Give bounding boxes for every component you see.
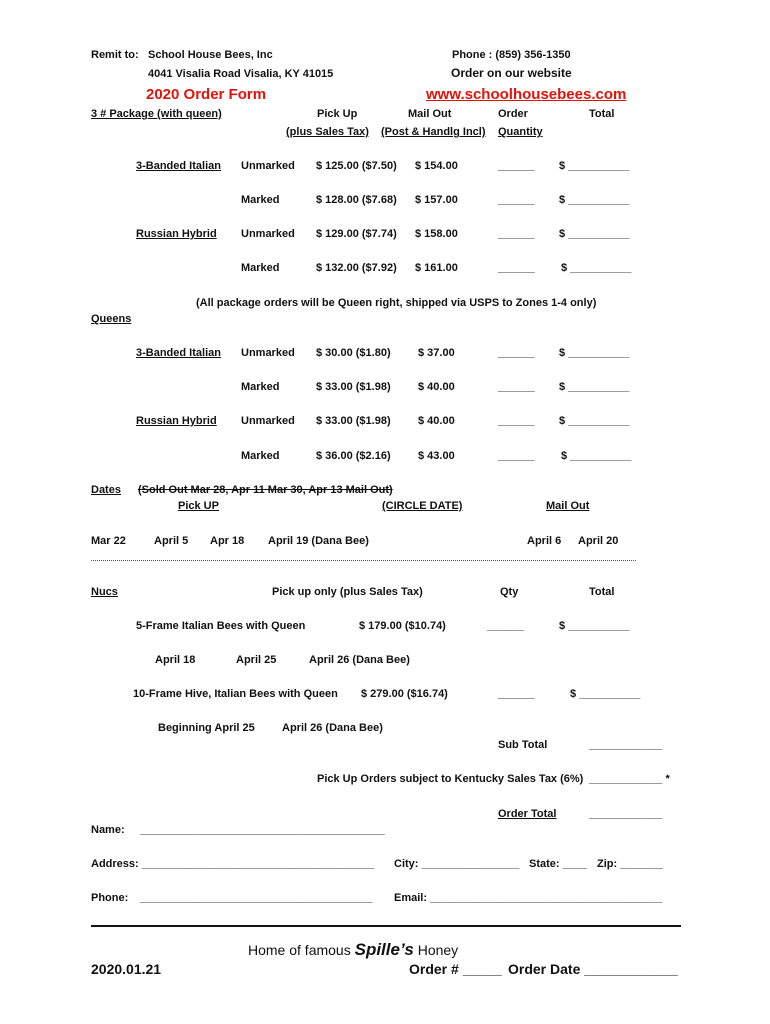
package-mail-price: $ 158.00 (415, 228, 458, 240)
email-field[interactable]: Email: ______________________________________ (394, 892, 663, 904)
order-total-field[interactable]: ____________ (589, 808, 663, 820)
queen-pickup-price: $ 30.00 ($1.80) (316, 347, 391, 359)
nucs-pickup-only: Pick up only (plus Sales Tax) (272, 586, 423, 598)
ten-frame-date: April 26 (Dana Bee) (282, 722, 383, 734)
order-total-label: Order Total (498, 808, 557, 820)
name-label: Name: (91, 824, 125, 836)
zip-field[interactable]: Zip: _______ (597, 858, 664, 870)
five-frame-date: April 25 (236, 654, 277, 666)
name-field[interactable]: ________________________________________ (140, 824, 385, 836)
tagline-suffix: Honey (413, 942, 459, 958)
queen-total-field[interactable]: $ __________ (559, 347, 630, 359)
queen-type: Marked (241, 450, 280, 462)
package-pickup-price: $ 125.00 ($7.50) (316, 160, 397, 172)
subtotal-field[interactable]: ____________ (589, 739, 663, 751)
city-field[interactable]: City: ________________ (394, 858, 520, 870)
package-mail-price: $ 157.00 (415, 194, 458, 206)
five-frame-qty-field[interactable]: ______ (487, 620, 524, 632)
pickup-date-option[interactable]: Mar 22 (91, 535, 126, 547)
mail-date-option[interactable]: April 6 (527, 535, 562, 547)
ten-frame-qty-field[interactable]: ______ (498, 688, 535, 700)
nucs-heading: Nucs (91, 586, 118, 598)
state-field[interactable]: State: ____ (529, 858, 588, 870)
queen-mail-price: $ 37.00 (418, 347, 455, 359)
queen-pickup-price: $ 33.00 ($1.98) (316, 381, 391, 393)
package-total-field[interactable]: $ __________ (561, 262, 632, 274)
order-number-field[interactable]: Order # _____ (409, 961, 502, 977)
package-pickup-price: $ 129.00 ($7.74) (316, 228, 397, 240)
queen-qty-field[interactable]: ______ (498, 381, 535, 393)
queen-variety: Russian Hybrid (136, 415, 217, 427)
sold-out-note: (Sold Out Mar 28, Apr 11 Mar 30, Apr 13 Mail Out) (138, 484, 393, 496)
queen-qty-field[interactable]: ______ (498, 450, 535, 462)
queen-mail-price: $ 40.00 (418, 415, 455, 427)
five-frame-total-field[interactable]: $ __________ (559, 620, 630, 632)
package-type: Unmarked (241, 160, 295, 172)
order-date-field[interactable]: Order Date ____________ (508, 961, 678, 977)
ten-frame-date: Beginning April 25 (158, 722, 255, 734)
col-mailout: Mail Out (408, 108, 452, 120)
package-type: Marked (241, 194, 280, 206)
queen-total-field[interactable]: $ __________ (559, 415, 630, 427)
tagline-prefix: Home of famous (248, 942, 355, 958)
col-mailout-sub: (Post & Handlg Incl) (381, 126, 486, 138)
circle-date-note: (CIRCLE DATE) (382, 500, 463, 512)
nucs-total-heading: Total (589, 586, 615, 598)
package-pickup-price: $ 132.00 ($7.92) (316, 262, 397, 274)
queens-heading: Queens (91, 313, 132, 325)
ten-frame-hive: 10-Frame Hive, Italian Bees with Queen (133, 688, 338, 700)
honey-tagline (248, 941, 458, 959)
package-total-field[interactable]: $ __________ (559, 228, 630, 240)
company-address: 4041 Visalia Road Visalia, KY 41015 (148, 68, 334, 80)
mailout-dates-label: Mail Out (546, 500, 590, 512)
ten-frame-total-field[interactable]: $ __________ (570, 688, 641, 700)
package-total-field[interactable]: $ __________ (559, 160, 630, 172)
queen-mail-price: $ 40.00 (418, 381, 455, 393)
phone-field[interactable]: ______________________________________ (140, 892, 373, 904)
pickup-date-option[interactable]: April 5 (154, 535, 189, 547)
queen-pickup-price: $ 36.00 ($2.16) (316, 450, 391, 462)
company-name: School House Bees, Inc (148, 49, 273, 61)
dates-heading: Dates (91, 484, 121, 496)
package-heading: 3 # Package (with queen) (91, 108, 222, 120)
package-qty-field[interactable]: ______ (498, 194, 535, 206)
sales-tax-field[interactable]: ____________ * (589, 773, 670, 785)
queen-type: Unmarked (241, 415, 295, 427)
col-pickup: Pick Up (317, 108, 358, 120)
col-order-sub: Quantity (498, 126, 543, 138)
package-mail-price: $ 154.00 (415, 160, 458, 172)
queen-variety: 3-Banded Italian (136, 347, 221, 359)
pickup-dates-label: Pick UP (178, 500, 219, 512)
package-type: Marked (241, 262, 280, 274)
package-total-field[interactable]: $ __________ (559, 194, 630, 206)
website-link[interactable]: www.schoolhousebees.com (426, 86, 627, 103)
queen-total-field[interactable]: $ __________ (559, 381, 630, 393)
package-note: (All package orders will be Queen right, shipped via USPS to Zones 1-4 only) (196, 297, 597, 309)
sales-tax-label: Pick Up Orders subject to Kentucky Sales Tax (6%) (317, 773, 584, 785)
pickup-date-option[interactable]: Apr 18 (210, 535, 245, 547)
five-frame-date: April 26 (Dana Bee) (309, 654, 410, 666)
queen-total-field[interactable]: $ __________ (561, 450, 632, 462)
package-qty-field[interactable]: ______ (498, 262, 535, 274)
company-phone: Phone : (859) 356-1350 (452, 49, 571, 61)
queen-qty-field[interactable]: ______ (498, 415, 535, 427)
package-variety: 3-Banded Italian (136, 160, 221, 172)
five-frame-price: $ 179.00 ($10.74) (359, 620, 446, 632)
website-note: Order on our website (451, 66, 572, 80)
phone-label: Phone: (91, 892, 129, 904)
nucs-qty-heading: Qty (500, 586, 519, 598)
pickup-date-option[interactable]: April 19 (Dana Bee) (268, 535, 369, 547)
remit-label: Remit to: (91, 49, 139, 61)
mail-date-option[interactable]: April 20 (578, 535, 619, 547)
form-date: 2020.01.21 (91, 961, 162, 977)
package-qty-field[interactable]: ______ (498, 228, 535, 240)
package-qty-field[interactable]: ______ (498, 160, 535, 172)
subtotal-label: Sub Total (498, 739, 548, 751)
queen-mail-price: $ 43.00 (418, 450, 455, 462)
dates-divider (91, 560, 636, 561)
package-type: Unmarked (241, 228, 295, 240)
queen-pickup-price: $ 33.00 ($1.98) (316, 415, 391, 427)
col-order: Order (498, 108, 528, 120)
col-total: Total (589, 108, 615, 120)
form-title: 2020 Order Form (146, 86, 267, 103)
five-frame-date: April 18 (155, 654, 196, 666)
ten-frame-price: $ 279.00 ($16.74) (361, 688, 448, 700)
queen-qty-field[interactable]: ______ (498, 347, 535, 359)
footer-divider (91, 925, 681, 927)
spilles-brand: Spille’s (354, 940, 414, 959)
queen-type: Marked (241, 381, 280, 393)
package-mail-price: $ 161.00 (415, 262, 458, 274)
col-pickup-sub: (plus Sales Tax) (286, 126, 369, 138)
package-variety: Russian Hybrid (136, 228, 217, 240)
queen-type: Unmarked (241, 347, 295, 359)
address-field[interactable]: Address: ______________________________________ (91, 858, 375, 870)
five-frame-nuc: 5-Frame Italian Bees with Queen (136, 620, 306, 632)
package-pickup-price: $ 128.00 ($7.68) (316, 194, 397, 206)
